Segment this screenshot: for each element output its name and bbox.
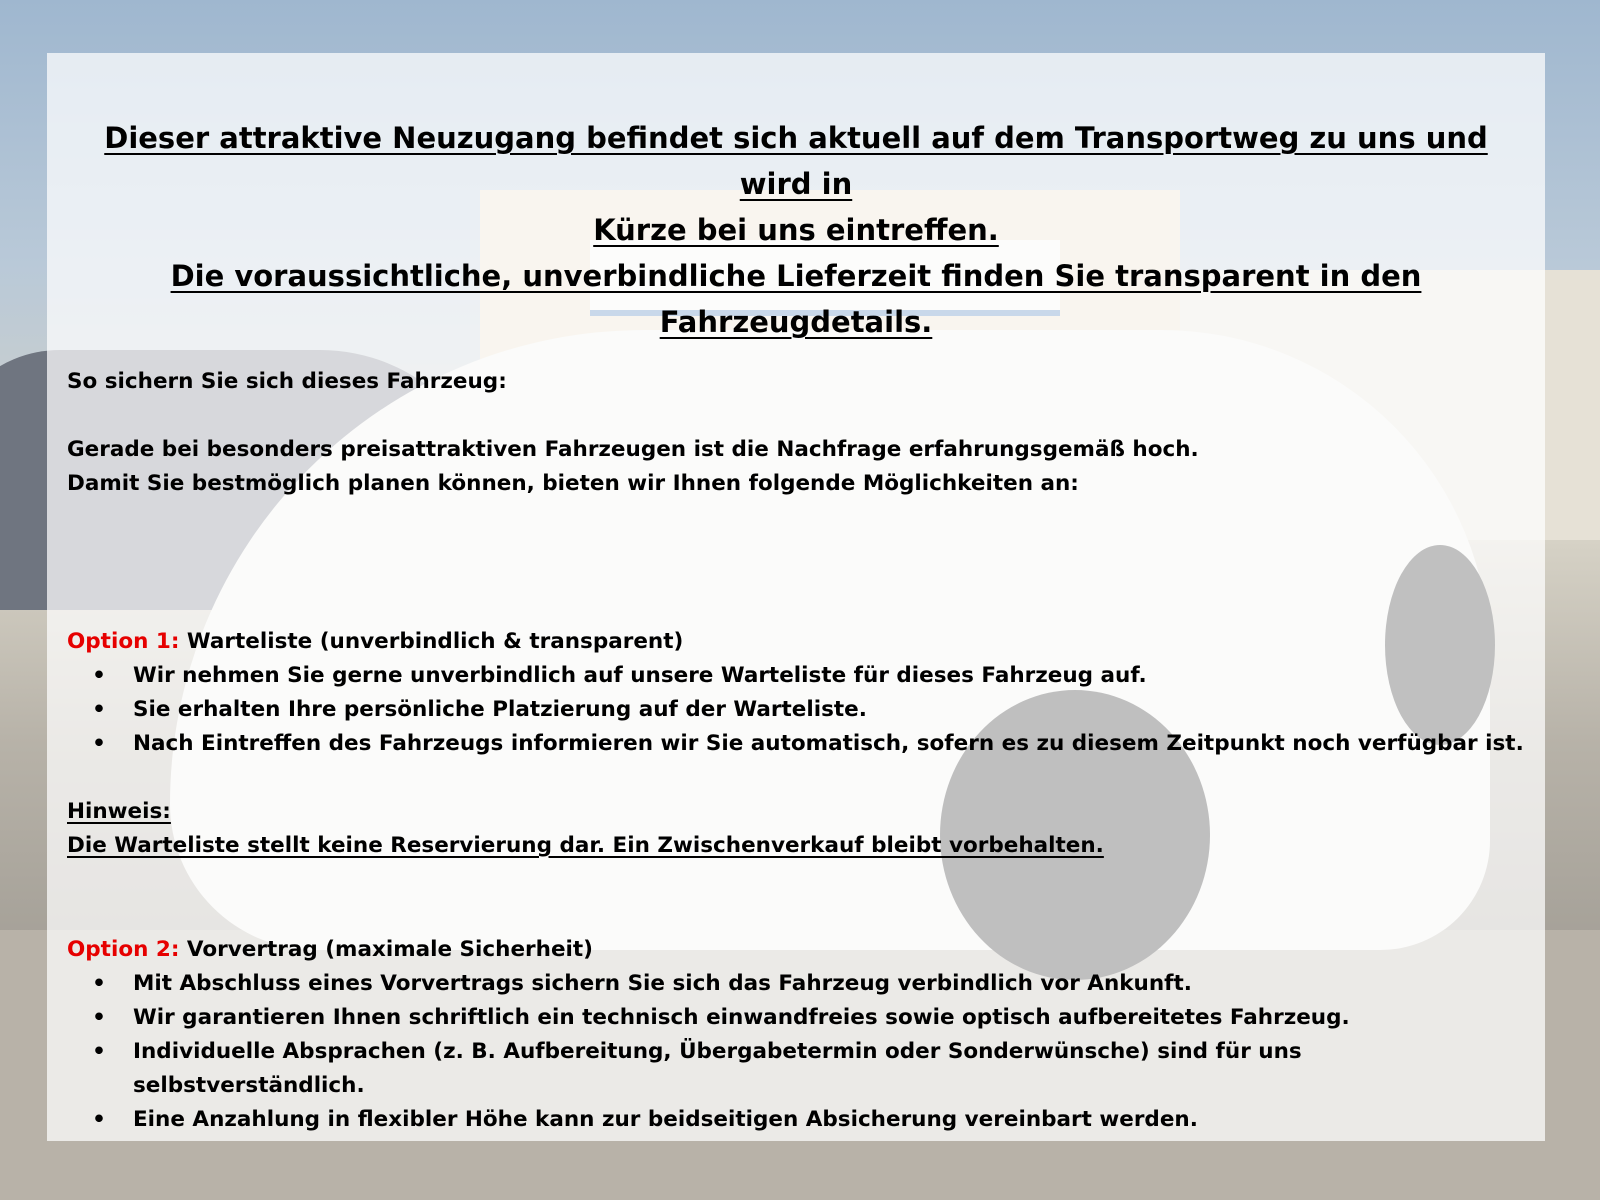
list-item-text: Eine Anzahlung in flexibler Höhe kann zur beidseitigen Absicherung vereinbart werden. xyxy=(133,1107,1198,1132)
list-item-text: Individuelle Absprachen (z. B. Aufbereitung, Übergabetermin oder Sonderwünsche) sind für uns selbstverständlich. xyxy=(133,1039,1302,1098)
option-2-section xyxy=(67,933,1527,1137)
hint-section xyxy=(67,795,1527,863)
bullet-icon: • xyxy=(92,731,106,756)
heading-line-3: Die voraussichtliche, unverbindliche Lieferzeit finden Sie transparent in den xyxy=(170,259,1422,293)
heading-line-4: Fahrzeugdetails. xyxy=(659,305,933,339)
list-item xyxy=(67,659,1527,693)
hint-text: Die Warteliste stellt keine Reservierung dar. Ein Zwischenverkauf bleibt vorbehalten. xyxy=(67,833,1104,858)
option-1-list xyxy=(67,659,1527,761)
list-item xyxy=(67,1103,1527,1137)
option-2-heading: Vorvertrag (maximale Sicherheit) xyxy=(179,937,593,962)
intro-line-2: Damit Sie bestmöglich planen können, bieten wir Ihnen folgende Möglichkeiten an: xyxy=(67,471,1079,496)
bullet-icon: • xyxy=(92,971,106,996)
text-panel xyxy=(47,53,1545,1141)
list-item xyxy=(67,693,1527,727)
option-1-heading: Warteliste (unverbindlich & transparent) xyxy=(179,629,684,654)
intro-line-1: Gerade bei besonders preisattraktiven Fahrzeugen ist die Nachfrage erfahrungsgemäß hoch. xyxy=(67,437,1199,462)
list-item-text: Nach Eintreffen des Fahrzeugs informieren wir Sie automatisch, sofern es zu diesem Zeitpunkt noch verfügbar ist. xyxy=(133,731,1524,756)
intro-section xyxy=(67,365,1527,501)
list-item xyxy=(67,727,1527,761)
list-item-text: Mit Abschluss eines Vorvertrags sichern Sie sich das Fahrzeug verbindlich vor Ankunft. xyxy=(133,971,1192,996)
intro-title: So sichern Sie sich dieses Fahrzeug: xyxy=(67,369,507,394)
page-heading xyxy=(67,115,1525,345)
hint-label: Hinweis: xyxy=(67,799,171,824)
list-item-text: Sie erhalten Ihre persönliche Platzierung auf der Warteliste. xyxy=(133,697,867,722)
heading-line-2: Kürze bei uns eintreffen. xyxy=(593,213,999,247)
list-item-text: Wir nehmen Sie gerne unverbindlich auf unsere Warteliste für dieses Fahrzeug auf. xyxy=(133,663,1147,688)
option-2-list xyxy=(67,967,1527,1137)
list-item xyxy=(67,1001,1527,1035)
option-2-title xyxy=(67,933,1527,967)
list-item xyxy=(67,1035,1527,1103)
option-1-title xyxy=(67,625,1527,659)
heading-line-1: Dieser attraktive Neuzugang befindet sich aktuell auf dem Transportweg zu uns und wird in xyxy=(104,121,1488,201)
option-1-section xyxy=(67,625,1527,761)
list-item xyxy=(67,967,1527,1001)
option-2-label: Option 2: xyxy=(67,937,180,962)
bullet-icon: • xyxy=(92,663,106,688)
list-item-text: Wir garantieren Ihnen schriftlich ein technisch einwandfreies sowie optisch aufbereitetes Fahrzeug. xyxy=(133,1005,1350,1030)
bullet-icon: • xyxy=(92,697,106,722)
bullet-icon: • xyxy=(92,1107,106,1132)
bullet-icon: • xyxy=(92,1039,106,1064)
bullet-icon: • xyxy=(92,1005,106,1030)
option-1-label: Option 1: xyxy=(67,629,180,654)
